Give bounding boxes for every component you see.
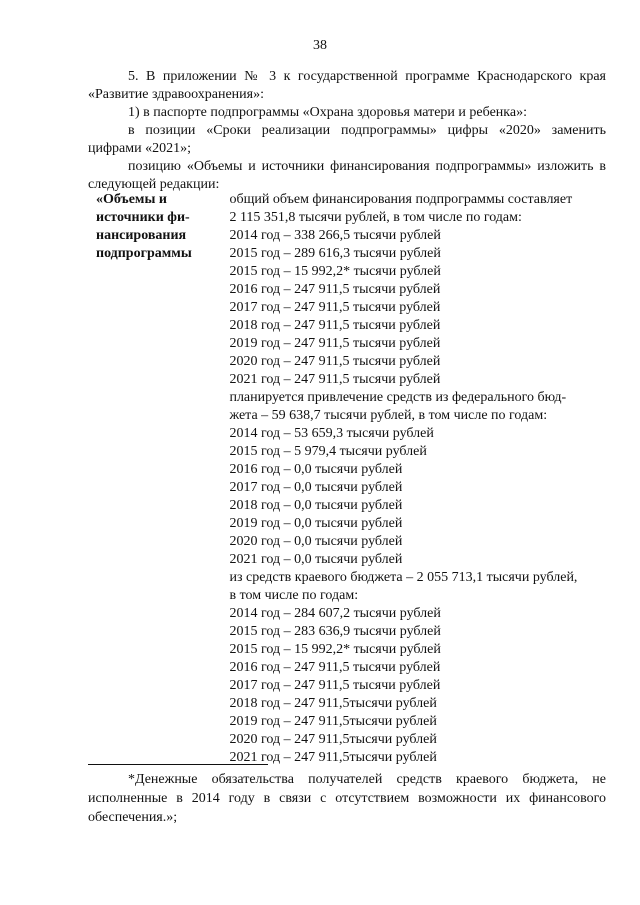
detail-line: жета – 59 638,7 тысячи рублей, в том числе по годам: — [229, 408, 548, 423]
detail-line: 2018 год – 247 911,5 тысячи рублей — [229, 318, 441, 333]
detail-line: 2014 год – 284 607,2 тысячи рублей — [229, 606, 441, 621]
paragraph-2: 1) в паспорте подпрограммы «Охрана здоровья матери и ребенка»: — [128, 105, 527, 120]
detail-line: общий объем финансирования подпрограммы составляет — [229, 192, 573, 207]
detail-line: 2019 год – 247 911,5 тысячи рублей — [229, 336, 441, 351]
detail-line: 2019 год – 0,0 тысячи рублей — [229, 516, 403, 531]
financing-label — [88, 191, 229, 767]
detail-line: 2020 год – 247 911,5тысячи рублей — [229, 732, 437, 747]
detail-line: 2017 год – 0,0 тысячи рублей — [229, 480, 403, 495]
paragraph-3: в позиции «Сроки реализации подпрограммы» цифры «2020» заменить цифрами «2021»; — [88, 123, 606, 156]
detail-line: 2016 год – 0,0 тысячи рублей — [229, 462, 403, 477]
detail-line: 2016 год – 247 911,5 тысячи рублей — [229, 282, 441, 297]
detail-line: из средств краевого бюджета – 2 055 713,1 тысячи рублей, — [229, 570, 578, 585]
detail-line: 2021 год – 0,0 тысячи рублей — [229, 552, 403, 567]
page-number: 38 — [313, 38, 327, 53]
detail-line: 2015 год – 289 616,3 тысячи рублей — [229, 246, 441, 261]
detail-line: 2014 год – 338 266,5 тысячи рублей — [229, 228, 441, 243]
detail-line: 2018 год – 0,0 тысячи рублей — [229, 498, 403, 513]
intro-text — [88, 68, 606, 194]
detail-line: 2018 год – 247 911,5тысячи рублей — [229, 696, 437, 711]
detail-line: 2014 год – 53 659,3 тысячи рублей — [229, 426, 434, 441]
financing-details — [229, 191, 606, 767]
detail-line: 2020 год – 247 911,5 тысячи рублей — [229, 354, 441, 369]
detail-line: 2021 год – 247 911,5тысячи рублей — [229, 750, 437, 765]
footnote-divider — [88, 764, 268, 765]
detail-line: 2017 год – 247 911,5 тысячи рублей — [229, 300, 441, 315]
detail-line: 2021 год – 247 911,5 тысячи рублей — [229, 372, 441, 387]
detail-line: 2017 год – 247 911,5 тысячи рублей — [229, 678, 441, 693]
detail-line: 2015 год – 5 979,4 тысячи рублей — [229, 444, 427, 459]
label-line-4: подпрограммы — [96, 246, 192, 261]
paragraph-1: 5. В приложении № 3 к государственной программе Краснодарского края «Развитие здравоохранения»: — [88, 69, 606, 102]
footnote: *Денежные обязательства получателей средств краевого бюджета, не исполненные в 2014 году в связи с отсутствием возможности их финансового обеспечения.»; — [88, 772, 606, 825]
detail-line: 2019 год – 247 911,5тысячи рублей — [229, 714, 437, 729]
financing-table — [88, 191, 606, 767]
label-line-1: «Объемы и — [96, 192, 167, 207]
detail-line: в том числе по годам: — [229, 588, 359, 603]
detail-line: планируется привлечение средств из федерального бюд- — [229, 390, 567, 405]
detail-line: 2016 год – 247 911,5 тысячи рублей — [229, 660, 441, 675]
paragraph-4: позицию «Объемы и источники финансирования подпрограммы» изложить в следующей редакции: — [88, 159, 606, 192]
detail-line: 2020 год – 0,0 тысячи рублей — [229, 534, 403, 549]
detail-line: 2015 год – 15 992,2* тысячи рублей — [229, 264, 441, 279]
detail-line: 2015 год – 15 992,2* тысячи рублей — [229, 642, 441, 657]
label-line-3: нансирования — [96, 228, 187, 243]
detail-line: 2015 год – 283 636,9 тысячи рублей — [229, 624, 441, 639]
label-line-2: источники фи- — [96, 210, 190, 225]
detail-line: 2 115 351,8 тысячи рублей, в том числе по годам: — [229, 210, 522, 225]
